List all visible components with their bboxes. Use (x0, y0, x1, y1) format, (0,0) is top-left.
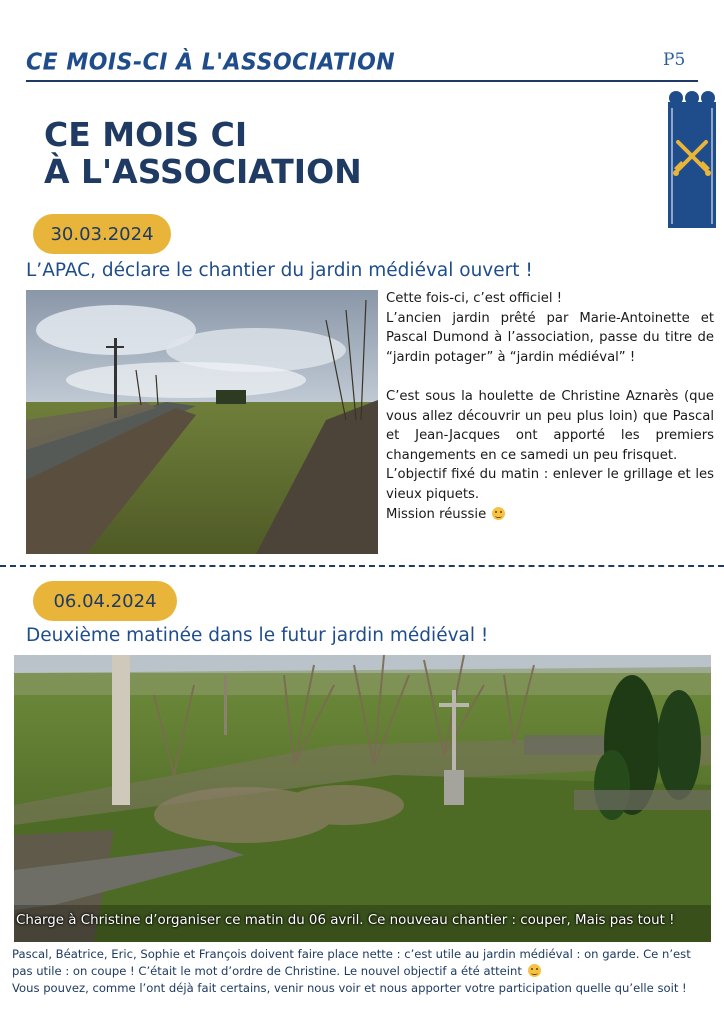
section2-heading: Deuxième matinée dans le futur jardin médiéval ! (26, 625, 489, 646)
section-divider (0, 565, 724, 567)
footer-line-2: Vous pouvez, comme l’ont déjà fait certains, venir nous voir et nous apporter votre participation quelle qu’elle soit ! (12, 981, 687, 995)
section1-para-5 (386, 505, 714, 525)
garden-landscape-photo (14, 655, 711, 942)
footer-line-1 (12, 946, 714, 980)
section1-para-2: L’ancien jardin prêté par Marie-Antoinette et Pascal Dumond à l’association, passe du titre de “jardin potager” à “jardin médiéval” ! (386, 310, 714, 365)
page-number: P5 (663, 50, 686, 70)
page-title (44, 116, 362, 190)
date-badge-1: 30.03.2024 (33, 214, 171, 254)
section1-heading: L’APAC, déclare le chantier du jardin médiéval ouvert ! (26, 260, 533, 281)
date-badge-2: 06.04.2024 (33, 581, 177, 621)
crossed-swords-banner-icon (668, 90, 716, 228)
footer-line-1-text: Pascal, Béatrice, Eric, Sophie et François doivent faire place nette : c’est utile au jardin médiéval : on garde. Ce n’est pas utile : on coupe ! C’était le mot d’ordre de Christine. Le nouvel objectif a été atteint (12, 947, 691, 978)
mission-text: Mission réussie (386, 506, 487, 522)
section2-footer (12, 946, 714, 997)
page-title-line2: À L'ASSOCIATION (44, 152, 362, 191)
photo-caption: Charge à Christine d’organiser ce matin du 06 avril. Ce nouveau chantier : couper, Mais pas tout ! (16, 913, 675, 928)
winking-face-icon (528, 964, 541, 977)
section1-para-3: C’est sous la houlette de Christine Aznarès (que vous allez découvrir un peu plus loin) que Pascal et Jean-Jacques ont apporté les premiers changements en ce samedi un peu frisquet. (386, 388, 714, 463)
garden-path-photo (26, 290, 378, 554)
header-title: CE MOIS-CI À L'ASSOCIATION (26, 49, 396, 76)
section1-para-4: L’objectif fixé du matin : enlever le grillage et les vieux piquets. (386, 467, 714, 502)
page-title-line1: CE MOIS CI (44, 115, 248, 154)
winking-face-icon (492, 507, 505, 520)
header-rule (26, 80, 698, 82)
section1-para-1: Cette fois-ci, c’est officiel ! (386, 291, 563, 306)
section1-body (386, 289, 714, 524)
